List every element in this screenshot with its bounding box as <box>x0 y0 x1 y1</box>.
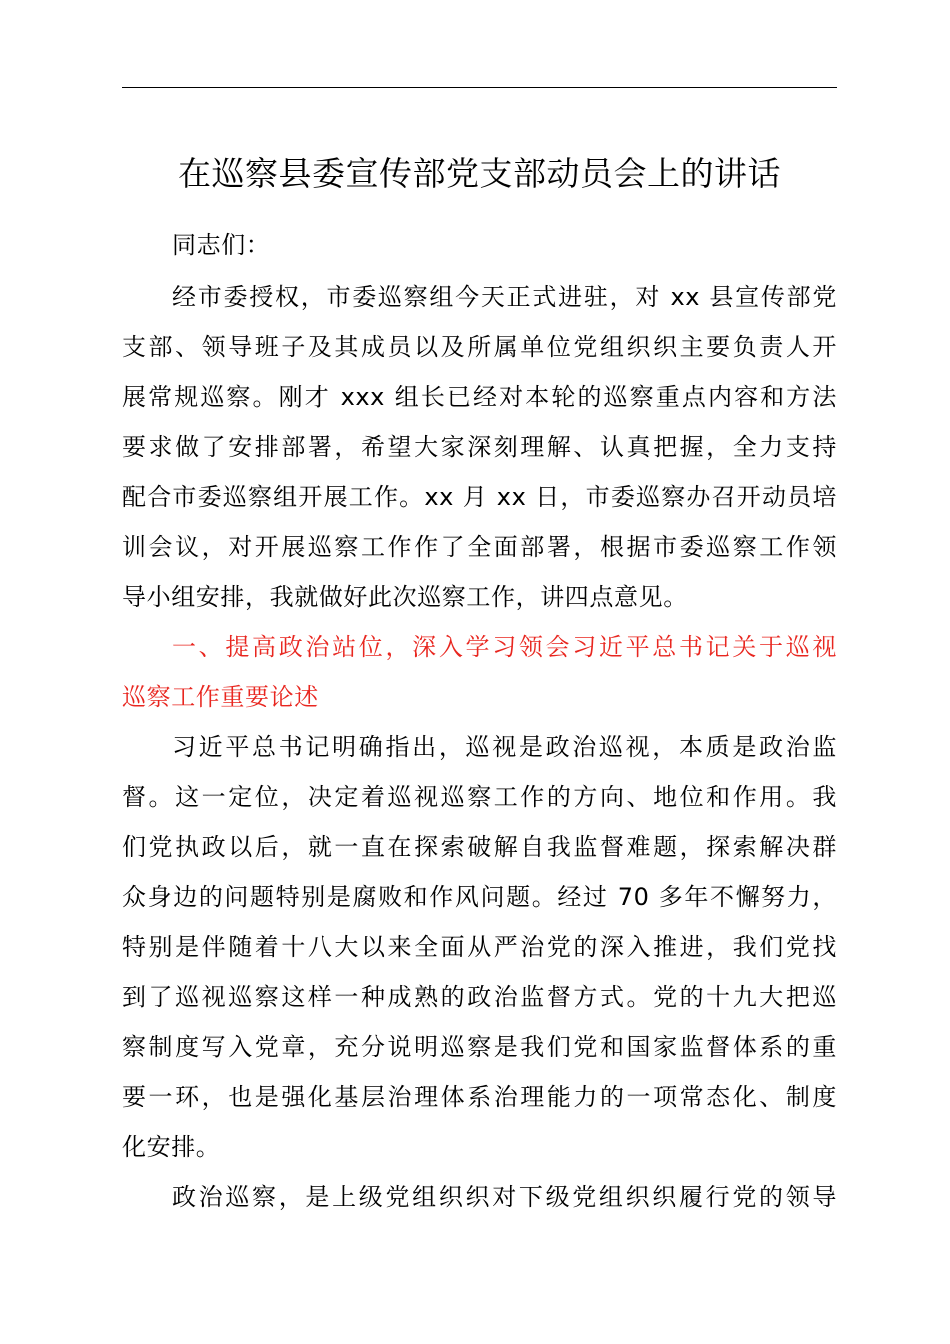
paragraph-line: 督。这一定位，决定着巡视巡察工作的方向、地位和作用。我 <box>122 783 837 811</box>
document-title: 在巡察县委宣传部党支部动员会上的讲话 <box>178 154 781 193</box>
paragraph-line: 众身边的问题特别是腐败和作风问题。经过 70 多年不懈努力， <box>122 883 837 911</box>
salutation: 同志们： <box>172 231 271 259</box>
paragraph-line: 察制度写入党章，充分说明巡察是我们党和国家监督体系的重 <box>122 1033 837 1061</box>
paragraph-line: 化安排。 <box>122 1133 221 1161</box>
paragraph-line: 们党执政以后，就一直在探索破解自我监督难题，探索解决群 <box>122 833 837 861</box>
paragraph-line: 要一环，也是强化基层治理体系治理能力的一项常态化、制度 <box>122 1083 837 1111</box>
paragraph-line: 训会议，对开展巡察工作作了全面部署，根据市委巡察工作领 <box>122 533 837 561</box>
paragraph-line: 要求做了安排部署，希望大家深刻理解、认真把握，全力支持 <box>122 433 837 461</box>
section-heading: 巡察工作重要论述 <box>122 683 319 711</box>
paragraph-line: 经市委授权，市委巡察组今天正式进驻，对 xx 县宣传部党 <box>172 283 837 311</box>
section-heading: 一、提高政治站位，深入学习领会习近平总书记关于巡视 <box>172 633 837 661</box>
paragraph-line: 支部、领导班子及其成员以及所属单位党组织织主要负责人开 <box>122 333 837 361</box>
header-rule <box>122 87 837 88</box>
paragraph-line: 到了巡视巡察这样一种成熟的政治监督方式。党的十九大把巡 <box>122 983 837 1011</box>
paragraph-line: 展常规巡察。刚才 xxx 组长已经对本轮的巡察重点内容和方法 <box>122 383 837 411</box>
paragraph-line: 导小组安排，我就做好此次巡察工作，讲四点意见。 <box>122 583 688 611</box>
paragraph-line: 政治巡察，是上级党组织织对下级党组织织履行党的领导 <box>172 1183 837 1211</box>
paragraph-line: 特别是伴随着十八大以来全面从严治党的深入推进，我们党找 <box>122 933 837 961</box>
paragraph-line: 配合市委巡察组开展工作。xx 月 xx 日，市委巡察办召开动员培 <box>122 483 837 511</box>
paragraph-line: 习近平总书记明确指出，巡视是政治巡视，本质是政治监 <box>172 733 837 761</box>
